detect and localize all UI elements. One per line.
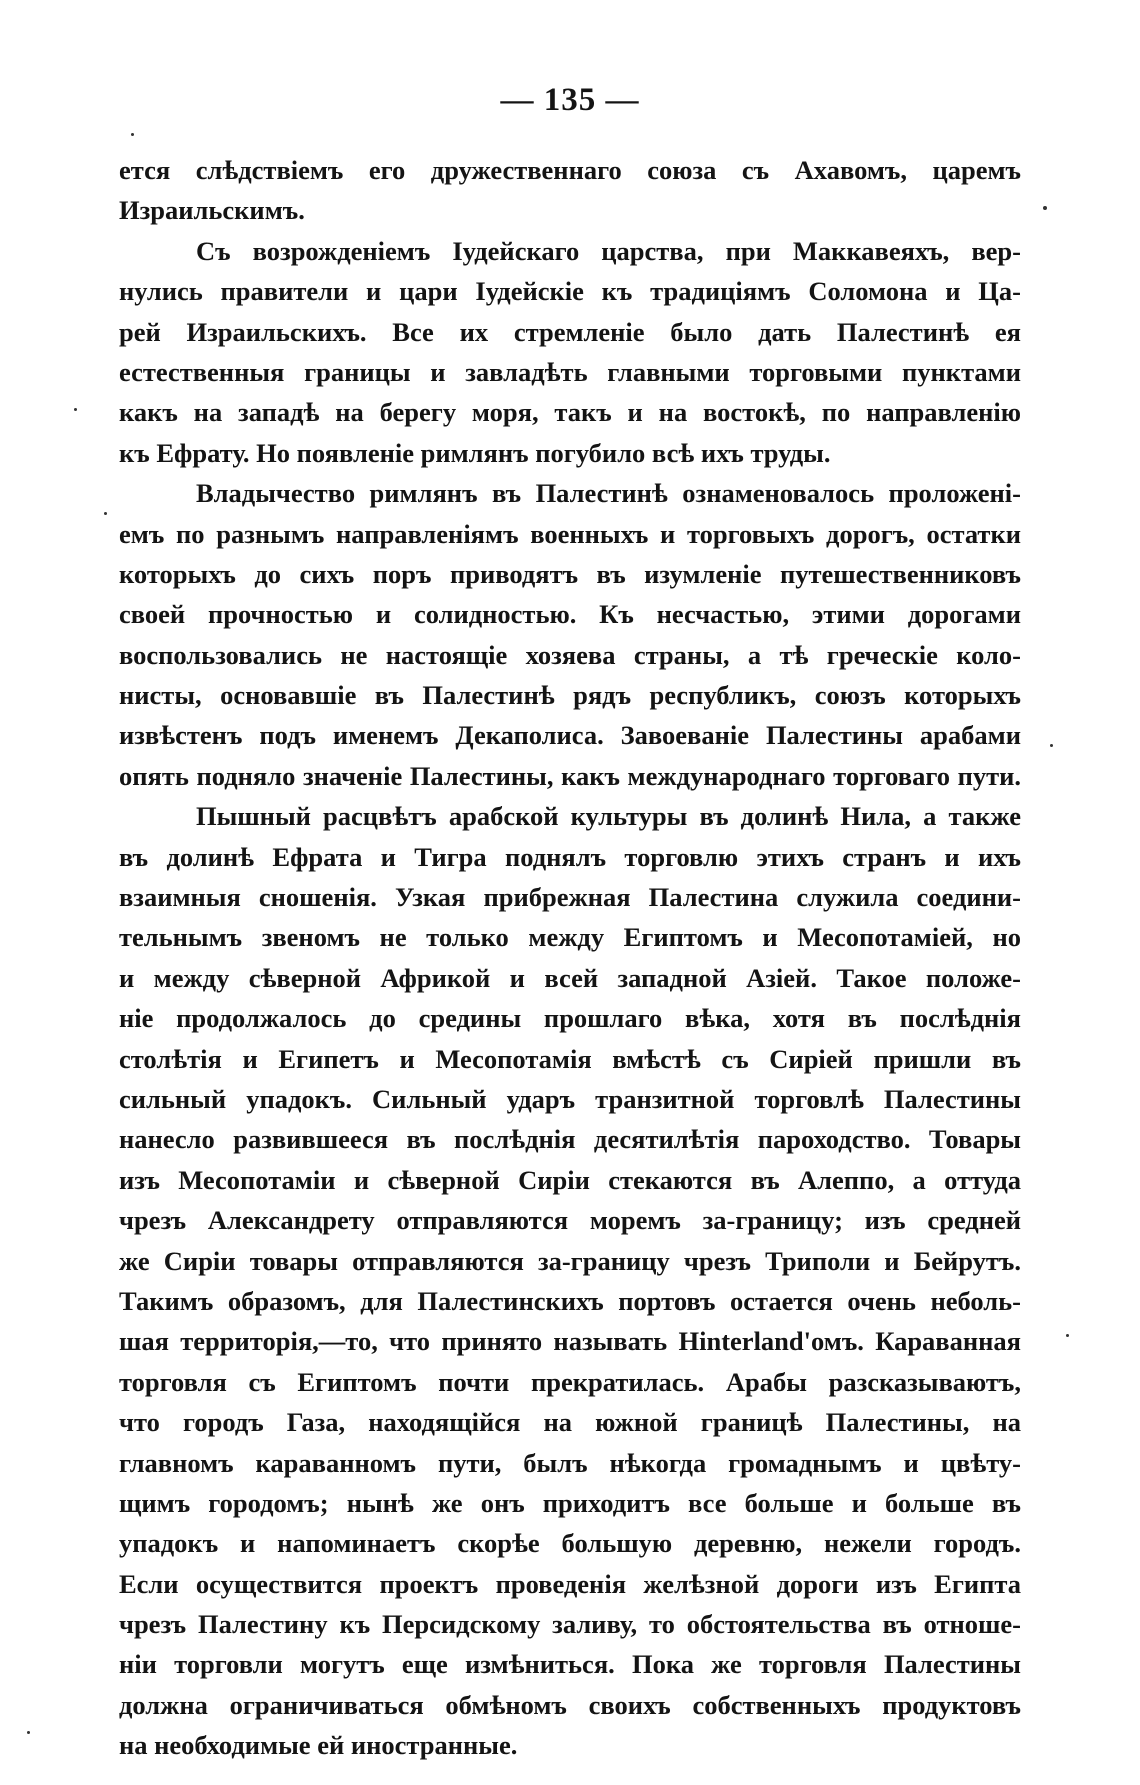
text-line: Пышный расцвѣтъ арабской культуры въ долинѣ Нила, а также bbox=[196, 801, 1021, 832]
speck bbox=[1066, 1334, 1069, 1337]
text-line: же Сиріи товары отправляются за-границу чрезъ Триполи и Бейрутъ. bbox=[119, 1245, 1021, 1276]
speck bbox=[27, 1731, 30, 1734]
text-line: торговля съ Египтомъ почти прекратилась. Арабы разсказываютъ, bbox=[119, 1366, 1021, 1397]
text-line: Если осуществится проектъ проведенія желѣзной дороги изъ Египта bbox=[119, 1568, 1021, 1599]
text-line: тельнымъ звеномъ не только между Египтомъ и Месопотаміей, но bbox=[119, 922, 1021, 953]
text-line: упадокъ и напоминаетъ скорѣе большую деревню, нежели городъ. bbox=[119, 1528, 1021, 1559]
text-line: чрезъ Александрету отправляются моремъ за-границу; изъ средней bbox=[119, 1205, 1021, 1236]
speck bbox=[1043, 206, 1047, 210]
text-line: ется слѣдствіемъ его дружественнаго союза съ Ахавомъ, царемъ bbox=[119, 155, 1021, 185]
speck bbox=[1050, 744, 1053, 747]
text-line: рей Израильскихъ. Все их стремленіе было дать Палестинѣ ея bbox=[119, 316, 1021, 347]
text-line: чрезъ Палестину къ Персидскому заливу, то обстоятельства въ отноше- bbox=[119, 1609, 1021, 1640]
text-line: взаимныя сношенія. Узкая прибрежная Палестина служила соедини- bbox=[119, 882, 1021, 913]
text-line: шая территорія,—то, что принято называть Hinterland'омъ. Караванная bbox=[119, 1326, 1021, 1357]
text-line: воспользовались не настоящіе хозяева страны, а тѣ греческіе коло- bbox=[119, 639, 1021, 670]
text-line: должна ограничиваться обмѣномъ своихъ собственныхъ продуктовъ bbox=[119, 1689, 1021, 1720]
text-line: въ долинѣ Ефрата и Тигра поднялъ торговлю этихъ странъ и ихъ bbox=[119, 841, 1021, 872]
text-line: что городъ Газа, находящійся на южной границѣ Палестины, на bbox=[119, 1407, 1021, 1438]
text-line: нулись правители и цари Іудейскіе къ традиціямъ Соломона и Ца- bbox=[119, 276, 1021, 307]
text-line: нисты, основавшіе въ Палестинѣ рядъ республикъ, союзъ которыхъ bbox=[119, 680, 1021, 711]
page-number: — 135 — bbox=[500, 82, 640, 118]
speck bbox=[131, 133, 134, 136]
text-line: своей прочностью и солидностью. Къ несчастью, этими дорогами bbox=[119, 599, 1021, 630]
text-line: опять подняло значеніе Палестины, какъ международнаго торговаго пути. bbox=[119, 760, 1021, 791]
text-line: къ Ефрату. Но появленіе римлянъ погубило всѣ ихъ труды. bbox=[119, 437, 831, 468]
text-line: Такимъ образомъ, для Палестинскихъ портовъ остается очень неболь- bbox=[119, 1285, 1021, 1316]
body-text bbox=[119, 150, 1021, 1766]
text-line: Израильскимъ. bbox=[119, 195, 305, 226]
text-line: естественныя границы и завладѣть главными торговыми пунктами bbox=[119, 356, 1021, 387]
text-line: щимъ городомъ; нынѣ же онъ приходитъ все больше и больше въ bbox=[119, 1487, 1021, 1518]
text-line: ніе продолжалось до средины прошлаго вѣка, хотя въ послѣднія bbox=[119, 1003, 1021, 1034]
speck bbox=[74, 408, 77, 411]
text-line: емъ по разнымъ направленіямъ военныхъ и торговыхъ дорогъ, остатки bbox=[119, 518, 1021, 549]
text-line: столѣтія и Египетъ и Месопотамія вмѣстѣ съ Сиріей пришли въ bbox=[119, 1043, 1021, 1074]
text-line: какъ на западѣ на берегу моря, такъ и на востокѣ, по направленію bbox=[119, 397, 1021, 428]
text-line: на необходимые ей иностранные. bbox=[119, 1730, 518, 1761]
text-line: которыхъ до сихъ поръ приводятъ въ изумленіе путешественниковъ bbox=[119, 558, 1021, 589]
text-line: Владычество римлянъ въ Палестинѣ ознаменовалось проложені- bbox=[196, 478, 1021, 509]
text-line: ніи торговли могутъ еще измѣниться. Пока же торговля Палестины bbox=[119, 1649, 1021, 1680]
text-line: и между сѣверной Африкой и всей западной Азіей. Такое положе- bbox=[119, 962, 1021, 993]
text-line: извѣстенъ подъ именемъ Декаполиса. Завоеваніе Палестины арабами bbox=[119, 720, 1021, 751]
text-line: сильный упадокъ. Сильный ударъ транзитной торговлѣ Палестины bbox=[119, 1083, 1021, 1114]
speck bbox=[104, 512, 107, 515]
text-line: Съ возрожденіемъ Іудейскаго царства, при Маккавеяхъ, вер- bbox=[196, 235, 1021, 266]
text-line: изъ Месопотаміи и сѣверной Сиріи стекаются въ Алеппо, а оттуда bbox=[119, 1164, 1021, 1195]
text-line: главномъ караванномъ пути, былъ нѣкогда громаднымъ и цвѣту- bbox=[119, 1447, 1021, 1478]
text-line: нанесло развившееся въ послѣднія десятилѣтія пароходство. Товары bbox=[119, 1124, 1021, 1155]
